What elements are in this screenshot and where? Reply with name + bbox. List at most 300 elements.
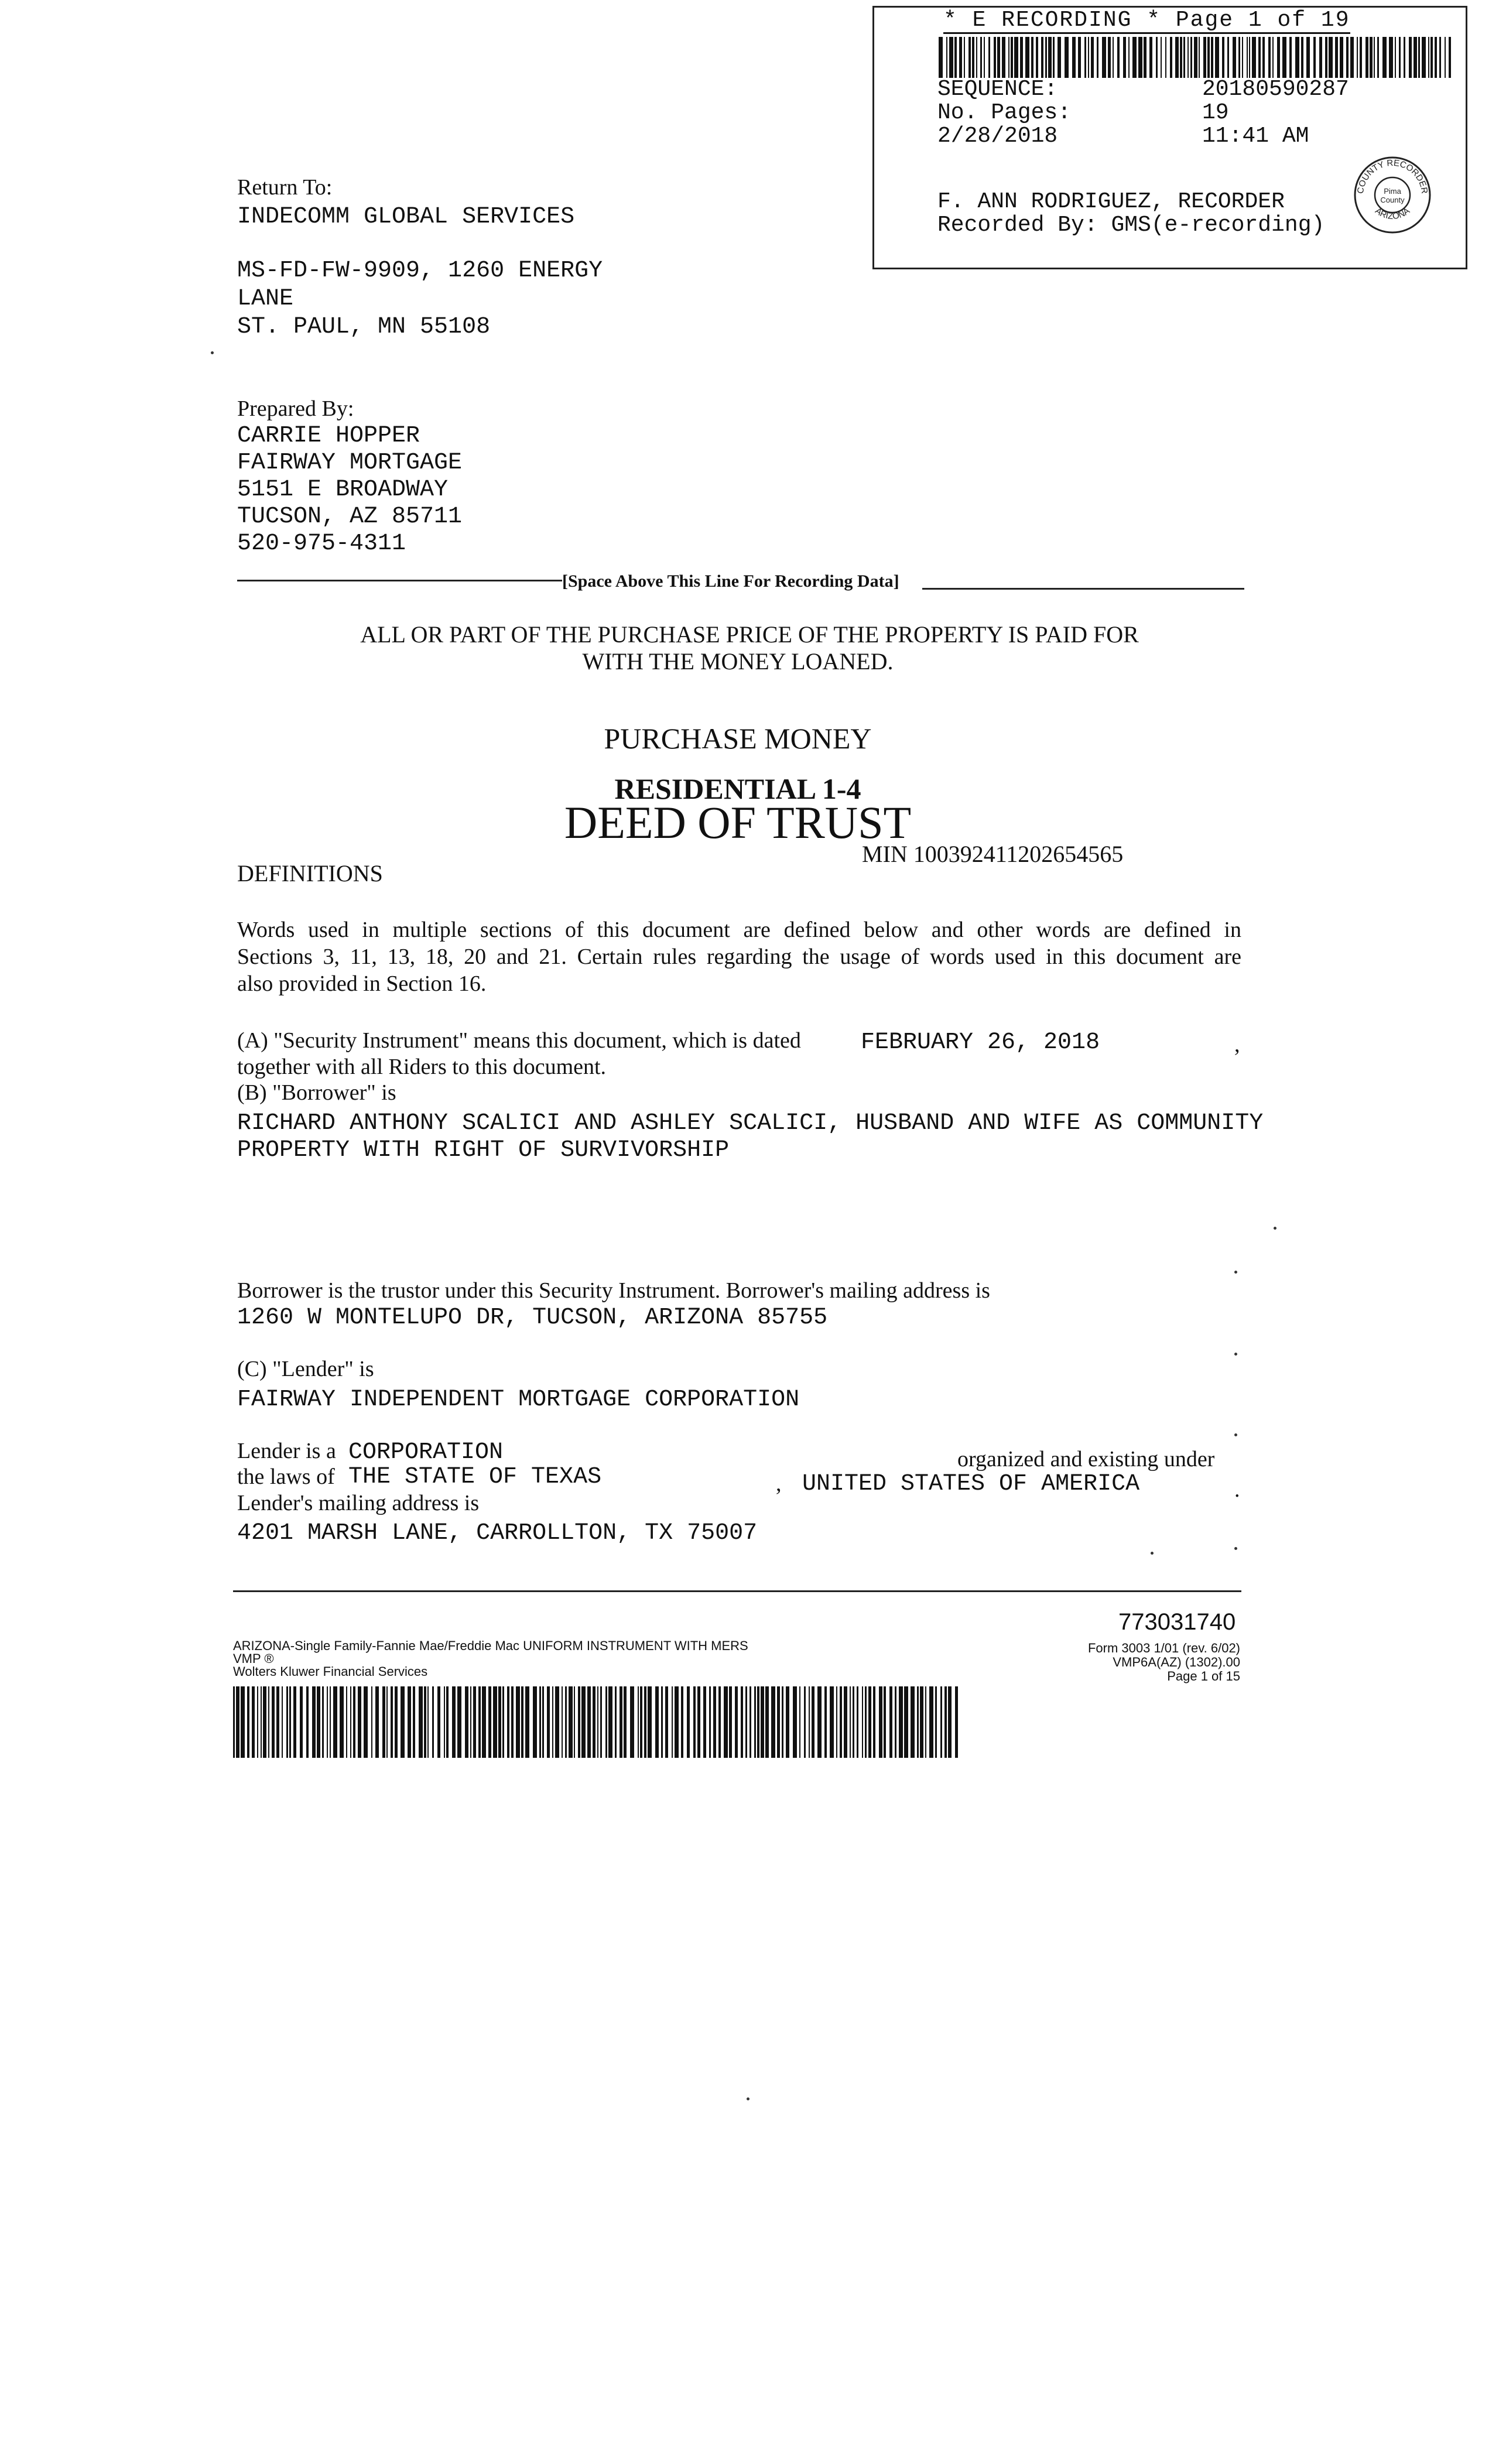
prepared-by-line5: 520-975-4311 [237, 531, 406, 557]
barcode-bar [1045, 37, 1047, 78]
barcode-bar [761, 1686, 764, 1758]
barcode-bar [401, 1686, 405, 1758]
barcode-bar [1306, 37, 1310, 78]
barcode-bar [1389, 37, 1393, 78]
barcode-bar [1187, 37, 1189, 78]
title-residential: RESIDENTIAL 1-4 [614, 772, 861, 805]
speck [1274, 1227, 1276, 1230]
seal-center-1: Pima [1384, 187, 1401, 196]
barcode-bar [687, 1686, 690, 1758]
barcode-bar [498, 1686, 501, 1758]
barcode-bar [1211, 37, 1213, 78]
recorded-by: Recorded By: GMS(e-recording) [937, 213, 1325, 238]
barcode-bar [1117, 37, 1120, 78]
barcode-bar [1252, 37, 1256, 78]
barcode-bar [1165, 37, 1166, 78]
barcode-bar [408, 1686, 411, 1758]
lender-period: . [1234, 1477, 1240, 1502]
sec-b-label: (B) "Borrower" is [237, 1080, 396, 1105]
barcode-bar [675, 1686, 679, 1758]
barcode-bar [533, 1686, 537, 1758]
barcode-bar [946, 37, 947, 78]
prepared-by-line2: FAIRWAY MORTGAGE [237, 450, 463, 476]
barcode-bar [997, 37, 1000, 78]
barcode-bar [1215, 37, 1219, 78]
barcode-bar [375, 1686, 379, 1758]
barcode-bar [940, 1686, 942, 1758]
barcode-bar [1313, 37, 1316, 78]
space-line-right [922, 588, 1244, 590]
barcode-bar [1319, 37, 1322, 78]
barcode-bar [382, 1686, 385, 1758]
barcode-bar [478, 1686, 481, 1758]
barcode-bar [709, 1686, 711, 1758]
barcode-bar [353, 1686, 355, 1758]
lender-country-comma: , [776, 1471, 782, 1496]
barcode-bar [1409, 37, 1412, 78]
barcode-bar [929, 1686, 933, 1758]
return-to-line3: LANE [237, 286, 294, 312]
barcode-bar [1161, 37, 1162, 78]
barcode-bar [754, 1686, 756, 1758]
barcode-bar [713, 1686, 716, 1758]
space-line-left [237, 580, 562, 581]
space-above-line-text: [Space Above This Line For Recording Data] [562, 571, 899, 591]
barcode-bar [771, 1686, 775, 1758]
barcode-bar [1138, 37, 1142, 78]
barcode-bar [261, 1686, 262, 1758]
barcode-bar [862, 1686, 863, 1758]
barcode-bar [600, 1686, 602, 1758]
prepared-by-line3: 5151 E BROADWAY [237, 477, 449, 503]
barcode-bar [1132, 37, 1137, 78]
barcode-bar [1156, 37, 1158, 78]
barcode-bar [1233, 37, 1236, 78]
footer-rule [233, 1590, 1241, 1592]
speck [1234, 1547, 1237, 1550]
barcode-bar [1072, 37, 1076, 78]
barcode-bar [346, 1686, 347, 1758]
barcode-bar [1097, 37, 1098, 78]
barcode-bar [452, 1686, 456, 1758]
form-page-number: Page 1 of 15 [1167, 1669, 1240, 1683]
barcode-bar [1382, 37, 1387, 78]
barcode-bar [1011, 37, 1013, 78]
barcode-bar [681, 1686, 683, 1758]
barcode-bar [988, 37, 990, 78]
barcode-bar [665, 1686, 668, 1758]
barcode-bar [980, 37, 982, 78]
barcode-bar [1365, 37, 1368, 78]
barcode-bar [1123, 37, 1126, 78]
barcode-bar [718, 1686, 721, 1758]
barcode-bar [757, 1686, 759, 1758]
lender-state: THE STATE OF TEXAS [348, 1464, 602, 1490]
barcode-bar [899, 1686, 903, 1758]
barcode-bar [511, 1686, 514, 1758]
barcode-bar [949, 37, 953, 78]
sec-a-line2: together with all Riders to this document. [237, 1055, 607, 1079]
barcode-bar [516, 1686, 520, 1758]
barcode-bar [1041, 37, 1043, 78]
barcode-bar [724, 1686, 728, 1758]
barcode-bar [555, 1686, 559, 1758]
sequence-value: 20180590287 [1202, 77, 1349, 102]
barcode-bar [562, 1686, 563, 1758]
title-purchase-money: PURCHASE MONEY [604, 722, 872, 755]
return-to-line1: INDECOMM GLOBAL SERVICES [237, 204, 575, 230]
barcode-bar [493, 1686, 497, 1758]
barcode-bar [729, 1686, 732, 1758]
barcode-bar [1430, 37, 1433, 78]
speck [1234, 1271, 1237, 1274]
form-right-line1: Form 3003 1/01 (rev. 6/02) [1087, 1641, 1240, 1655]
form-line2: VMP ® [233, 1651, 274, 1666]
svg-text:ARIZONA [1373, 206, 1412, 222]
barcode-bar [1128, 37, 1130, 78]
recorder-name: F. ANN RODRIGUEZ, RECORDER [937, 189, 1285, 214]
barcode-bar [272, 1686, 275, 1758]
barcode-bar [1395, 37, 1396, 78]
speck [747, 2097, 750, 2100]
barcode-bar [786, 1686, 789, 1758]
barcode-bar [948, 1686, 952, 1758]
barcode-bar [358, 1686, 361, 1758]
barcode-bar [1439, 37, 1441, 78]
borrower-address: 1260 W MONTELUPO DR, TUCSON, ARIZONA 85755 [237, 1305, 828, 1331]
barcode-bar [364, 1686, 368, 1758]
barcode-bar [984, 37, 985, 78]
pages-value: 19 [1202, 100, 1229, 125]
barcode-bar [1036, 37, 1038, 78]
barcode-bar [1247, 37, 1248, 78]
barcode-bar [750, 1686, 751, 1758]
form-right-line2: VMP6A(AZ) (1302).00 [1113, 1655, 1240, 1669]
barcode-bar [1180, 37, 1182, 78]
intro-line3: also provided in Section 16. [237, 971, 487, 996]
seal-bottom-text: ARIZONA [1373, 206, 1412, 222]
barcode-bar [327, 1686, 328, 1758]
recording-stamp [872, 6, 1467, 269]
barcode-bar [547, 1686, 550, 1758]
barcode-bar [824, 1686, 827, 1758]
title-deed-of-trust: DEED OF TRUST [564, 797, 912, 848]
notice-line1: ALL OR PART OF THE PURCHASE PRICE OF THE PROPERTY IS PAID FOR [360, 621, 1139, 648]
barcode-bar [1008, 37, 1009, 78]
barcode-bar [322, 1686, 324, 1758]
seal-top-text: COUNTY RECORDER [1355, 158, 1430, 194]
barcode-bar [1088, 37, 1089, 78]
barcode-bar [812, 1686, 814, 1758]
barcode-bar [413, 1686, 415, 1758]
barcode-bar [1084, 37, 1086, 78]
barcode-bar [1183, 37, 1185, 78]
barcode-bar [1329, 37, 1333, 78]
barcode-bar [857, 1686, 858, 1758]
barcode-bar [1091, 37, 1094, 78]
barcode-bar [640, 1686, 642, 1758]
barcode-bar [1194, 37, 1197, 78]
barcode-bar [697, 1686, 700, 1758]
barcode-bar [1078, 37, 1081, 78]
barcode-bar [661, 1686, 663, 1758]
barcode-bar [853, 1686, 854, 1758]
barcode-bar [809, 1686, 810, 1758]
barcode-bar [465, 1686, 468, 1758]
barcode-bar [1370, 37, 1373, 78]
barcode-bar [1102, 37, 1106, 78]
prepared-by-line1: CARRIE HOPPER [237, 423, 420, 449]
seal-center-2: County [1380, 196, 1405, 204]
barcode-bar [1031, 37, 1033, 78]
barcode-bar [615, 1686, 617, 1758]
barcode-bar [830, 1686, 834, 1758]
barcode-bar [539, 1686, 541, 1758]
barcode-bar [391, 1686, 393, 1758]
lender-is-a: Lender is a [237, 1439, 336, 1463]
barcode-bar [542, 1686, 544, 1758]
barcode-bar [1144, 37, 1147, 78]
barcode-bar [300, 1686, 303, 1758]
pages-label: No. Pages: [937, 100, 1072, 125]
form-line3: Wolters Kluwer Financial Services [233, 1664, 428, 1679]
prepared-by-label: Prepared By: [237, 396, 354, 421]
speck [1234, 1353, 1237, 1356]
barcode-bar [1277, 37, 1280, 78]
barcode-bar [1199, 37, 1200, 78]
sec-a-date: FEBRUARY 26, 2018 [861, 1029, 1100, 1056]
barcode-bar [1340, 37, 1343, 78]
barcode-bar [432, 1686, 434, 1758]
barcode-bar [276, 1686, 279, 1758]
barcode-bar [371, 1686, 372, 1758]
barcode-bar [1414, 37, 1417, 78]
barcode-bar [350, 1686, 351, 1758]
recording-barcode [939, 37, 1454, 78]
barcode-bar [581, 1686, 586, 1758]
barcode-bar [1404, 37, 1405, 78]
barcode-bar [293, 1686, 296, 1758]
barcode-bar [386, 1686, 388, 1758]
barcode-bar [395, 1686, 398, 1758]
barcode-bar [1014, 37, 1018, 78]
barcode-bar [954, 37, 957, 78]
barcode-bar [868, 1686, 871, 1758]
lender-country: UNITED STATES OF AMERICA [802, 1471, 1140, 1497]
barcode-bar [419, 1686, 423, 1758]
barcode-bar [424, 1686, 426, 1758]
barcode-bar [976, 37, 977, 78]
barcode-bar [817, 1686, 822, 1758]
barcode-bar [782, 1686, 783, 1758]
barcode-bar [1399, 37, 1401, 78]
barcode-bar [777, 1686, 780, 1758]
barcode-bar [1360, 37, 1362, 78]
barcode-bar [672, 1686, 673, 1758]
lender-laws-of: the laws of [237, 1464, 335, 1489]
barcode-bar [1301, 37, 1303, 78]
barcode-bar [473, 1686, 476, 1758]
barcode-bar [1357, 37, 1358, 78]
barcode-bar [1325, 37, 1327, 78]
barcode-bar [1258, 37, 1261, 78]
barcode-bar [306, 1686, 309, 1758]
min-number: MIN 100392411202654565 [862, 841, 1124, 867]
barcode-bar [624, 1686, 627, 1758]
barcode-bar [1289, 37, 1292, 78]
barcode-bar [1449, 37, 1451, 78]
sequence-label: SEQUENCE: [937, 77, 1058, 102]
borrower-trustor-text: Borrower is the trustor under this Security Instrument. Borrower's mailing address is [237, 1278, 990, 1303]
barcode-bar [1435, 37, 1437, 78]
barcode-bar [569, 1686, 573, 1758]
barcode-bar [1175, 37, 1179, 78]
barcode-bar [994, 37, 996, 78]
barcode-bar [655, 1686, 659, 1758]
barcode-bar [427, 1686, 429, 1758]
definitions-heading: DEFINITIONS [237, 860, 383, 887]
barcode-bar [638, 1686, 639, 1758]
barcode-bar [257, 1686, 258, 1758]
footer-barcode [233, 1686, 959, 1758]
barcode-bar [904, 1686, 908, 1758]
barcode-bar [552, 1686, 553, 1758]
barcode-bar [703, 1686, 706, 1758]
barcode-bar [879, 1686, 882, 1758]
barcode-bar [1272, 37, 1274, 78]
return-to-line4: ST. PAUL, MN 55108 [237, 314, 491, 340]
barcode-bar [1190, 37, 1192, 78]
lender-mailing: Lender's mailing address is [237, 1491, 480, 1515]
barcode-bar [525, 1686, 529, 1758]
barcode-bar [608, 1686, 612, 1758]
barcode-bar [955, 1686, 958, 1758]
barcode-bar [574, 1686, 575, 1758]
sec-c-label: (C) "Lender" is [237, 1357, 374, 1381]
barcode-bar [917, 1686, 919, 1758]
intro-line2: Sections 3, 11, 13, 18, 20 and 21. Certain rules regarding the usage of words used in this document are [237, 944, 1241, 969]
barcode-bar [446, 1686, 449, 1758]
barcode-bar [799, 1686, 800, 1758]
barcode-bar [895, 1686, 896, 1758]
barcode-bar [1262, 37, 1265, 78]
barcode-bar [1374, 37, 1375, 78]
barcode-bar [502, 1686, 504, 1758]
barcode-bar [1222, 37, 1224, 78]
barcode-bar [1108, 37, 1111, 78]
barcode-bar [884, 1686, 886, 1758]
barcode-bar [605, 1686, 607, 1758]
barcode-bar [1002, 37, 1005, 78]
barcode-bar [935, 1686, 937, 1758]
barcode-bar [1428, 37, 1429, 78]
barcode-bar [340, 1686, 344, 1758]
recording-header: * E RECORDING * Page 1 of 19 [943, 8, 1350, 33]
barcode-bar [268, 1686, 269, 1758]
barcode-bar [1048, 37, 1052, 78]
barcode-bar [964, 37, 965, 78]
barcode-bar [925, 1686, 926, 1758]
lender-type: CORPORATION [348, 1439, 504, 1466]
speck [211, 351, 214, 354]
barcode-bar [1203, 37, 1206, 78]
barcode-bar [330, 1686, 331, 1758]
barcode-bar [1377, 37, 1379, 78]
barcode-bar [1057, 37, 1061, 78]
speck [1234, 1433, 1237, 1436]
barcode-bar [911, 1686, 915, 1758]
barcode-bar [1065, 37, 1069, 78]
barcode-bar [1207, 37, 1210, 78]
return-to-line2: MS-FD-FW-9909, 1260 ENERGY [237, 258, 603, 284]
barcode-bar [587, 1686, 591, 1758]
barcode-bar [507, 1686, 509, 1758]
lender-name: FAIRWAY INDEPENDENT MORTGAGE CORPORATION [237, 1387, 800, 1413]
barcode-bar [693, 1686, 696, 1758]
barcode-bar [1268, 37, 1271, 78]
barcode-bar [793, 1686, 797, 1758]
barcode-bar [1053, 37, 1055, 78]
barcode-bar [1227, 37, 1229, 78]
borrower-line2: PROPERTY WITH RIGHT OF SURVIVORSHIP [237, 1137, 730, 1163]
form-line1: ARIZONA-Single Family-Fannie Mae/Freddie Mac UNIFORM INSTRUMENT WITH MERS [233, 1638, 748, 1653]
barcode-bar [745, 1686, 747, 1758]
speck [1151, 1552, 1154, 1555]
barcode-bar [470, 1686, 471, 1758]
barcode-bar [889, 1686, 892, 1758]
county-seal-icon [1351, 154, 1433, 236]
barcode-bar [765, 1686, 769, 1758]
barcode-bar [1249, 37, 1250, 78]
barcode-bar [944, 1686, 947, 1758]
barcode-bar [630, 1686, 634, 1758]
barcode-bar [312, 1686, 316, 1758]
barcode-bar [735, 1686, 738, 1758]
barcode-bar [1335, 37, 1338, 78]
barcode-bar [968, 37, 971, 78]
barcode-bar [1418, 37, 1420, 78]
barcode-bar [1020, 37, 1023, 78]
recording-time: 11:41 AM [1202, 124, 1309, 149]
barcode-bar [333, 1686, 337, 1758]
barcode-bar [1149, 37, 1152, 78]
barcode-bar [286, 1686, 288, 1758]
barcode-bar [1170, 37, 1172, 78]
barcode-bar [252, 1686, 255, 1758]
barcode-bar [282, 1686, 283, 1758]
barcode-bar [920, 1686, 923, 1758]
return-to-label: Return To: [237, 175, 333, 200]
barcode-bar [1238, 37, 1240, 78]
barcode-bar [1346, 37, 1349, 78]
barcode-bar [1445, 37, 1446, 78]
loan-number: 773031740 [1118, 1609, 1236, 1635]
barcode-bar [247, 1686, 249, 1758]
sec-a-text: (A) "Security Instrument" means this document, which is dated [237, 1028, 801, 1053]
barcode-bar [1242, 37, 1243, 78]
barcode-bar [850, 1686, 851, 1758]
barcode-bar [521, 1686, 523, 1758]
barcode-bar [1422, 37, 1426, 78]
barcode-bar [597, 1686, 598, 1758]
lender-organized: organized and existing under [957, 1447, 1215, 1471]
barcode-bar [1350, 37, 1354, 78]
barcode-bar [804, 1686, 806, 1758]
barcode-bar [593, 1686, 596, 1758]
borrower-line1: RICHARD ANTHONY SCALICI AND ASHLEY SCALICI, HUSBAND AND WIFE AS COMMUNITY [237, 1110, 1264, 1137]
barcode-bar [648, 1686, 652, 1758]
barcode-bar [741, 1686, 743, 1758]
